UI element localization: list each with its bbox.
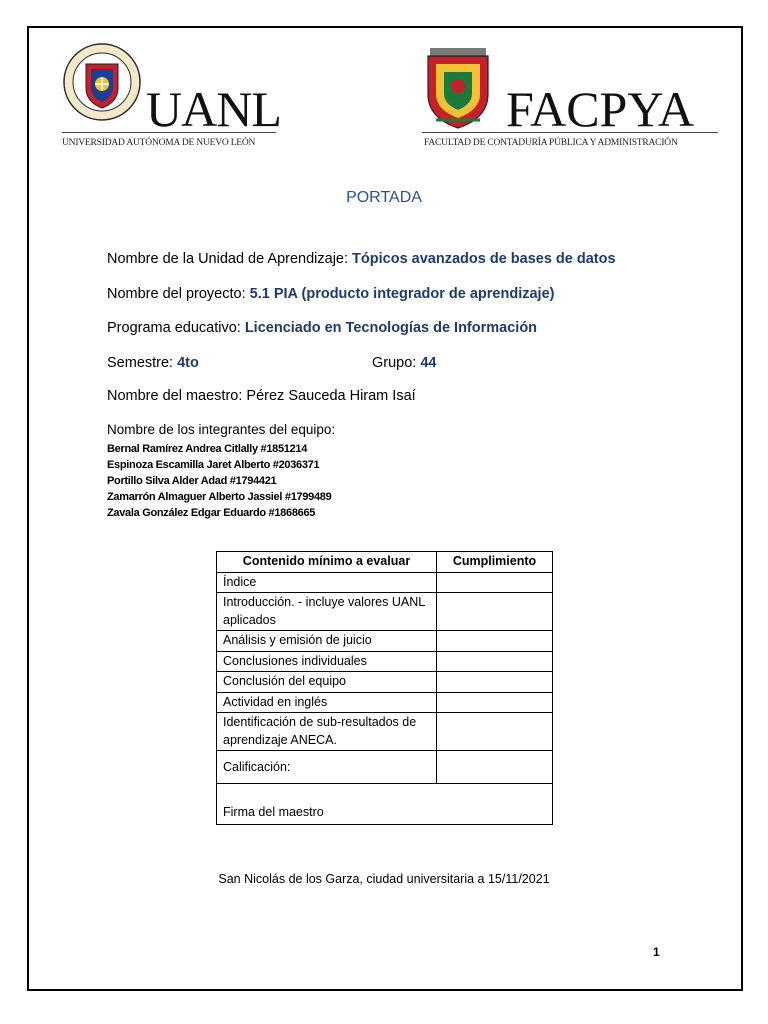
table-cell-cumplimiento (437, 593, 553, 631)
table-cell-item: Conclusiones individuales (217, 651, 437, 672)
uanl-logo (62, 42, 282, 160)
team-member: Bernal Ramírez Andrea Citlally #1851214 (107, 443, 308, 455)
table-header-cumplimiento: Cumplimiento (437, 552, 553, 573)
uanl-crest-icon (62, 42, 144, 130)
field-grupo (372, 355, 437, 371)
table-header-contenido: Contenido mínimo a evaluar (217, 552, 437, 573)
table-cell-cumplimiento (437, 631, 553, 652)
facpya-wordmark: FACPYA (506, 81, 695, 137)
field-unidad-value: Tópicos avanzados de bases de datos (352, 251, 616, 267)
field-semestre-label: Semestre: (107, 355, 178, 371)
table-cell-cumplimiento (437, 692, 553, 713)
field-maestro (107, 388, 416, 404)
field-unidad (107, 251, 616, 267)
facpya-crest-icon (422, 42, 494, 130)
team-member: Espinoza Escamilla Jaret Alberto #2036371 (107, 459, 320, 471)
evaluation-table (216, 551, 553, 825)
table-cell-calificacion: Calificación: (217, 751, 437, 784)
table-cell-item: Identificación de sub-resultados de aprendizaje ANECA. (217, 713, 437, 751)
team-list (107, 441, 331, 521)
table-cell-item: Conclusión del equipo (217, 672, 437, 693)
team-title: Nombre de los integrantes del equipo: (107, 422, 336, 437)
table-cell-item: Análisis y emisión de juicio (217, 631, 437, 652)
team-member: Portillo Silva Alder Adad #1794421 (107, 475, 277, 487)
uanl-rule (62, 132, 276, 133)
table-header-row (217, 552, 553, 573)
facpya-subtitle: FACULTAD DE CONTADURÍA PÚBLICA Y ADMINISTRACIÓN (424, 138, 678, 148)
facpya-rule (422, 132, 718, 133)
table-row (217, 672, 553, 693)
table-cell-cumplimiento (437, 572, 553, 593)
signature-cell (217, 783, 553, 824)
facpya-logo (422, 42, 722, 160)
field-maestro-label: Nombre del maestro: (107, 388, 247, 404)
uanl-wordmark: UANL (146, 81, 281, 137)
table-row-calificacion (217, 751, 553, 784)
field-grupo-label: Grupo: (372, 355, 421, 371)
field-proyecto-label: Nombre del proyecto: (107, 286, 250, 302)
table-row (217, 651, 553, 672)
field-proyecto (107, 286, 554, 302)
table-cell-cumplimiento (437, 672, 553, 693)
field-programa-value: Licenciado en Tecnologías de Información (244, 320, 538, 336)
field-semestre (107, 355, 199, 371)
field-unidad-label: Nombre de la Unidad de Aprendizaje: (107, 251, 353, 267)
table-row (217, 692, 553, 713)
table-cell-item: Introducción. - incluye valores UANL aplicados (217, 593, 437, 631)
table-row (217, 572, 553, 593)
table-row-signature (217, 783, 553, 824)
team-member: Zavala González Edgar Eduardo #1868665 (107, 507, 316, 519)
table-row (217, 631, 553, 652)
field-programa (107, 320, 537, 336)
table-cell-cumplimiento (437, 713, 553, 751)
field-proyecto-value: 5.1 PIA (producto integrador de aprendizaje) (249, 286, 555, 302)
signature-label: Firma del maestro (223, 805, 324, 819)
field-semestre-value: 4to (177, 355, 199, 371)
table-cell-item: Actividad en inglés (217, 692, 437, 713)
table-cell-calificacion-value (437, 751, 553, 784)
page-number: 1 (653, 945, 660, 959)
team-member: Zamarrón Almaguer Alberto Jassiel #1799489 (107, 491, 332, 503)
field-maestro-value: Pérez Sauceda Hiram Isaí (246, 388, 416, 404)
table-row (217, 713, 553, 751)
table-cell-item: Índice (217, 572, 437, 593)
table-cell-cumplimiento (437, 651, 553, 672)
page-title: PORTADA (346, 189, 422, 206)
table-row (217, 593, 553, 631)
field-programa-label: Programa educativo: (107, 320, 245, 336)
field-grupo-value: 44 (420, 355, 437, 371)
uanl-subtitle: UNIVERSIDAD AUTÓNOMA DE NUEVO LEÓN (62, 138, 256, 148)
footer-place-date: San Nicolás de los Garza, ciudad universitaria a 15/11/2021 (218, 872, 550, 886)
